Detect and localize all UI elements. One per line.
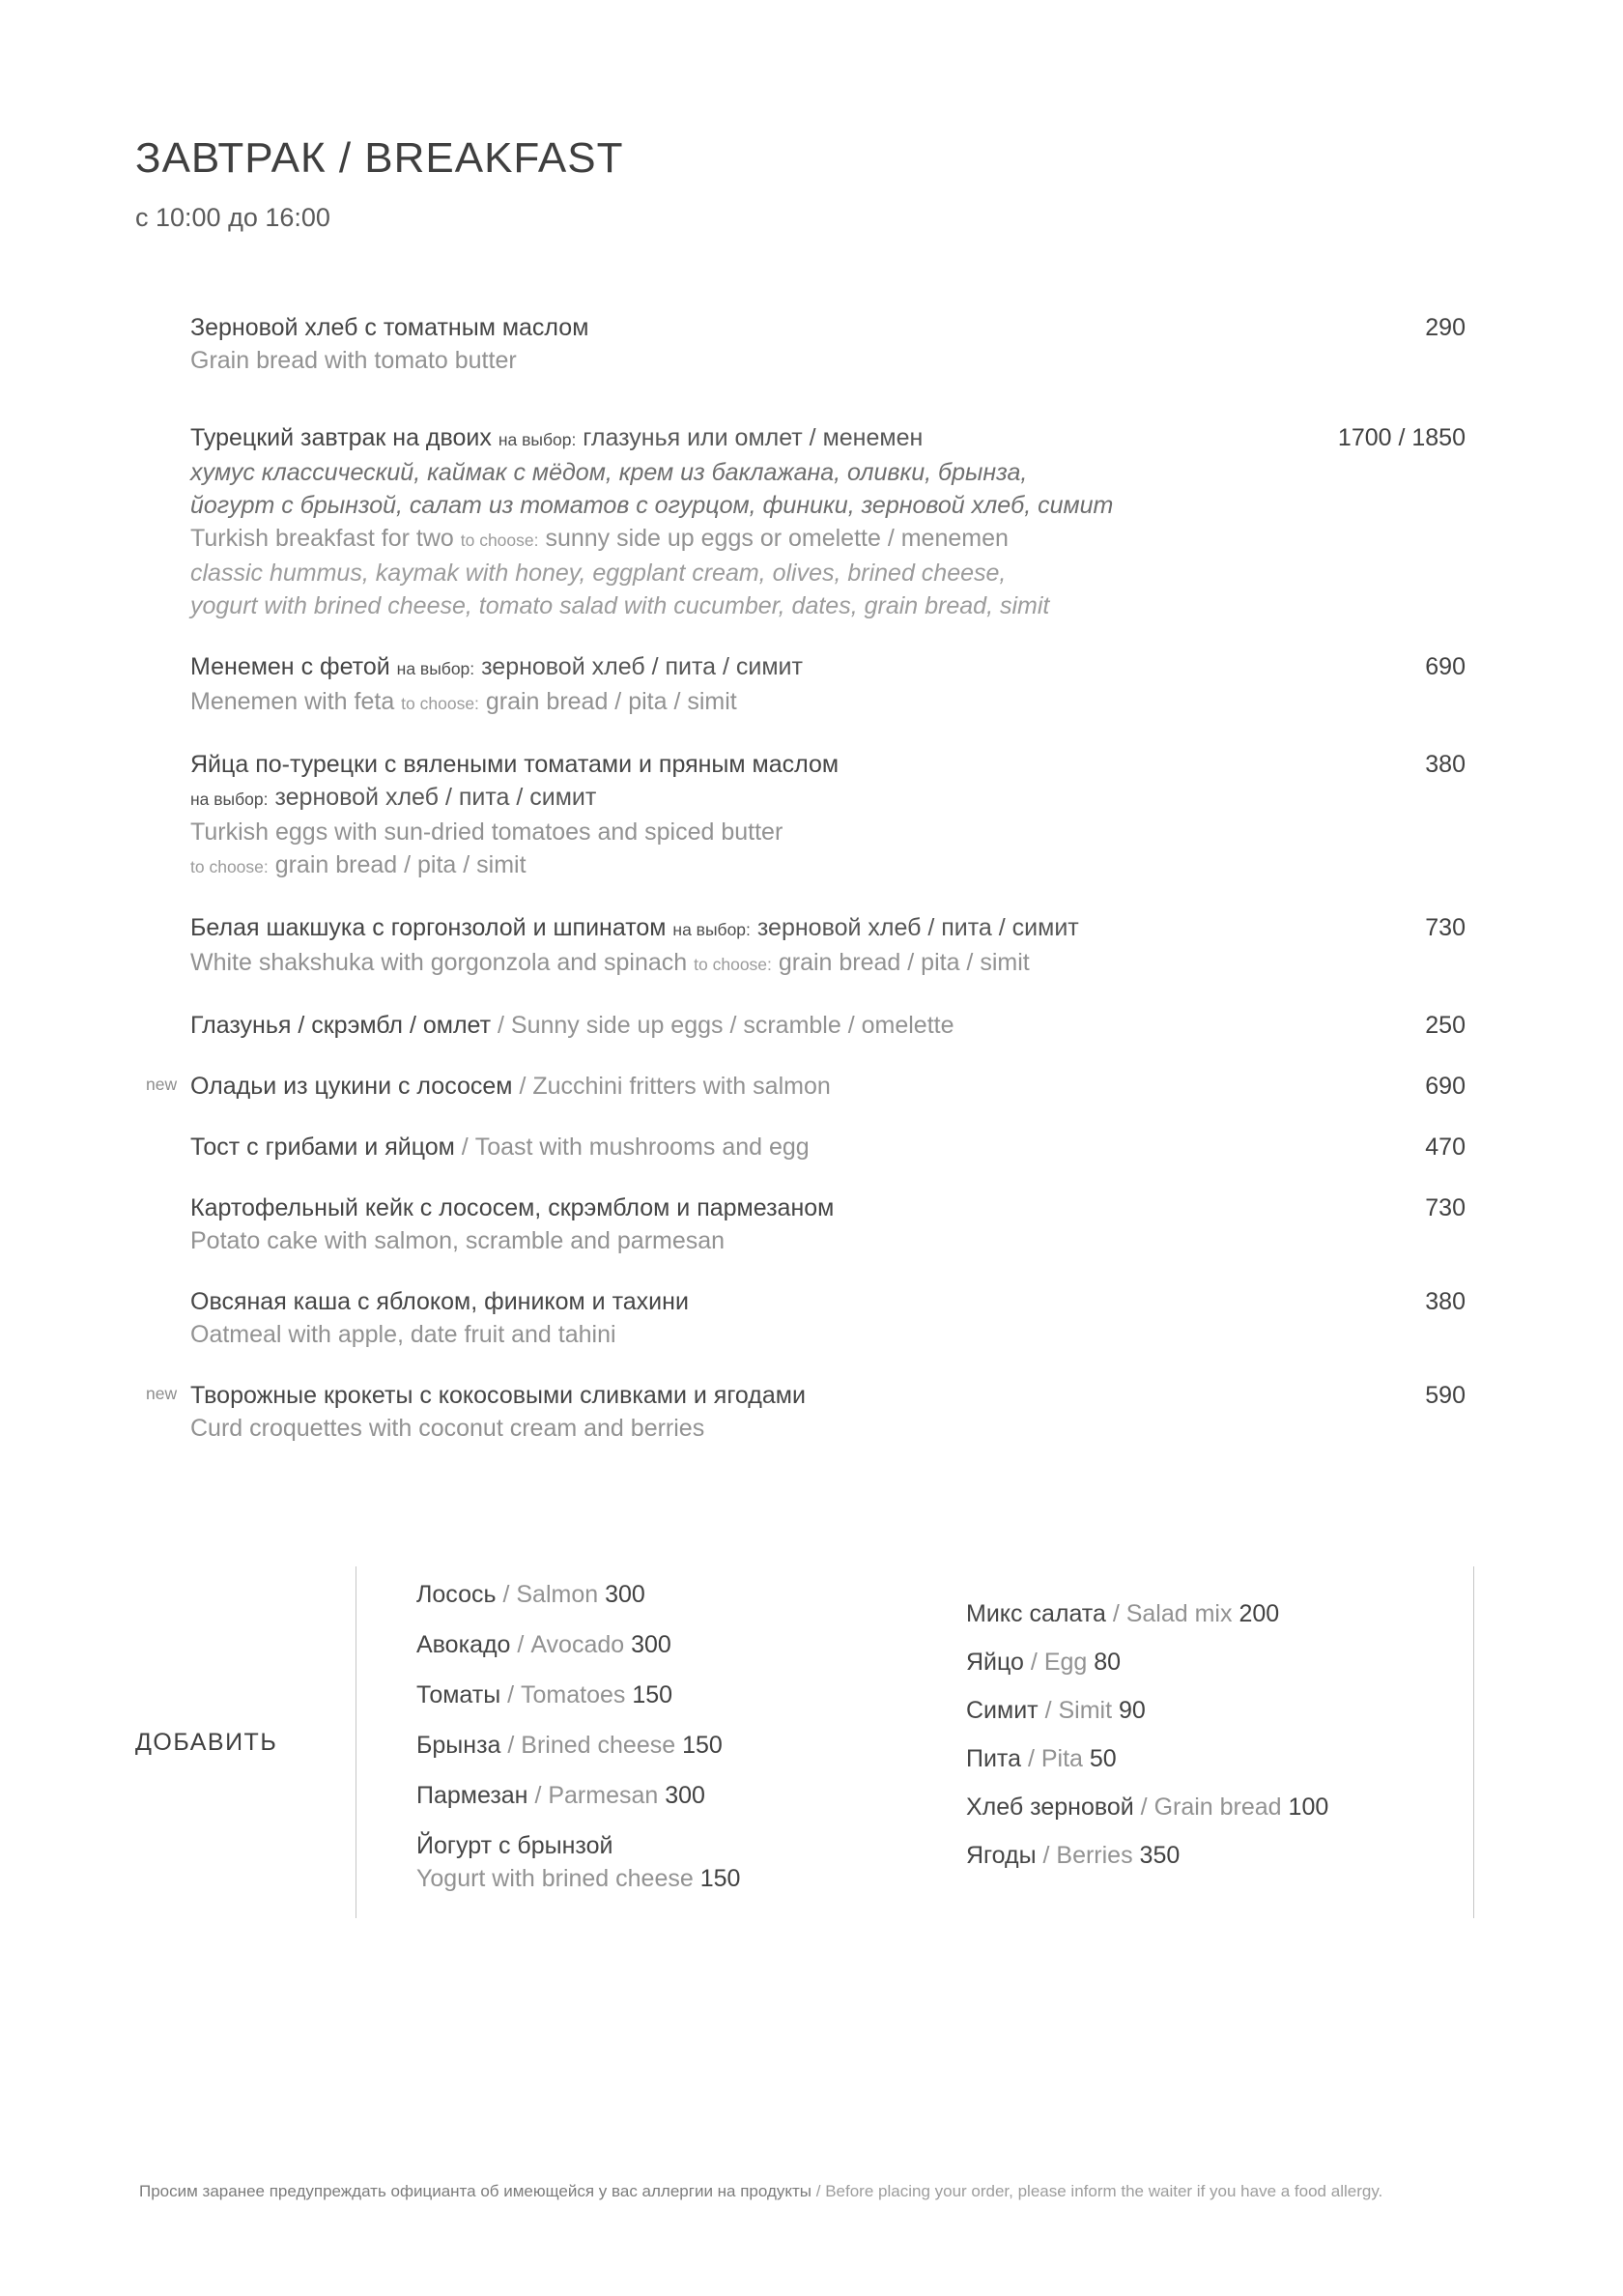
addon-name-en: Yogurt with brined cheese: [416, 1865, 694, 1892]
addon-name-en: / Simit: [1044, 1697, 1113, 1724]
new-badge: new: [146, 1075, 178, 1094]
menu-item: [146, 1070, 1466, 1103]
addon-name-ru: Томаты: [416, 1681, 501, 1708]
item-desc-en: yogurt with brined cheese, tomato salad with cucumber, dates, grain bread, simit: [190, 592, 1050, 619]
addon-price: 300: [631, 1631, 671, 1658]
item-name-ru: Турецкий завтрак на двоих: [190, 424, 492, 451]
item-choice-en: sunny side up eggs or omelette / menemen: [545, 525, 1009, 552]
addon-row: [416, 1779, 908, 1812]
addon-price: 50: [1089, 1745, 1117, 1772]
addon-price: 350: [1139, 1842, 1181, 1869]
menu-item: [190, 650, 1466, 720]
item-text: [190, 1285, 689, 1351]
addon-price: 150: [699, 1865, 741, 1892]
addon-name-ru: Лосось: [416, 1581, 497, 1608]
addon-name-en: / Egg: [1030, 1649, 1088, 1676]
addons-section: [135, 1566, 1474, 1918]
menu-item: [190, 421, 1466, 622]
item-name-ru: Творожные крокеты с кокосовыми сливками и ягодами: [190, 1382, 806, 1409]
item-name-ru: Белая шакшука с горгонзолой и шпинатом: [190, 914, 667, 941]
menu-item: [190, 1285, 1466, 1351]
serving-hours: с 10:00 до 16:00: [135, 203, 330, 232]
item-name-en: Turkish breakfast for two: [190, 525, 454, 552]
item-text: [190, 421, 1113, 622]
item-text: [190, 650, 803, 720]
addons-label: ДОБАВИТЬ: [135, 1728, 278, 1756]
item-text: [190, 1131, 810, 1163]
item-choice-en: grain bread / pita / simit: [778, 949, 1030, 976]
item-choice-en: grain bread / pita / simit: [274, 851, 527, 878]
item-name-en: / Toast with mushrooms and egg: [461, 1134, 810, 1161]
menu-item: [190, 748, 1466, 883]
item-choice-label-ru: на выбор:: [672, 920, 751, 939]
item-name-en: Menemen with feta: [190, 688, 395, 715]
item-choice-label-en: to choose:: [190, 857, 269, 876]
item-text: [190, 1009, 954, 1042]
addon-name-ru: Хлеб зерновой: [966, 1794, 1134, 1821]
menu-item: [190, 1191, 1466, 1257]
addon-row: [966, 1694, 1454, 1727]
item-name-ru: Менемен с фетой: [190, 653, 390, 680]
addon-row: [966, 1839, 1454, 1872]
item-name-ru: Овсяная каша с яблоком, фиником и тахини: [190, 1288, 689, 1315]
page-title: ЗАВТРАК / BREAKFAST: [135, 134, 624, 182]
addon-name-ru: Пармезан: [416, 1782, 528, 1809]
item-price: 380: [1425, 751, 1466, 778]
addon-name-ru: Ягоды: [966, 1842, 1037, 1869]
item-name-en: Turkish eggs with sun-dried tomatoes and spiced butter: [190, 818, 783, 846]
addon-name-en: / Brined cheese: [507, 1732, 676, 1759]
addon-row: [966, 1597, 1454, 1630]
addon-price: 150: [682, 1732, 723, 1759]
addon-name-ru: Микс салата: [966, 1600, 1106, 1627]
item-text: [190, 911, 1079, 981]
item-choice-label-ru: на выбор:: [396, 659, 475, 678]
item-name-en: / Sunny side up eggs / scramble / omelette: [498, 1012, 954, 1039]
new-badge: new: [146, 1384, 178, 1403]
addon-row: [416, 1578, 908, 1611]
footer: [139, 2180, 1488, 2203]
item-desc-en: classic hummus, kaymak with honey, eggplant cream, olives, brined cheese,: [190, 560, 1007, 587]
item-price: 380: [1425, 1288, 1466, 1315]
item-choice-label-en: to choose:: [694, 955, 772, 974]
addon-price: 300: [665, 1782, 705, 1809]
item-choice-ru: глазунья или омлет / менемен: [583, 424, 924, 451]
item-choice-ru: зерновой хлеб / пита / симит: [481, 653, 803, 680]
addon-name-en: / Pita: [1027, 1745, 1083, 1772]
item-name-ru: Яйца по-турецки с вялеными томатами и пряным маслом: [190, 751, 840, 778]
addon-name-ru: Симит: [966, 1697, 1039, 1724]
item-text: [190, 311, 588, 377]
item-choice-label-en: to choose:: [401, 694, 479, 713]
item-price: 290: [1425, 314, 1466, 341]
item-name-en: Oatmeal with apple, date fruit and tahini: [190, 1321, 616, 1348]
header: [0, 0, 1623, 232]
item-text: [190, 748, 839, 883]
menu-item: [190, 1131, 1466, 1163]
item-text: [190, 1379, 806, 1445]
addon-price: 200: [1239, 1600, 1280, 1627]
addon-row: [416, 1679, 908, 1711]
item-price: 690: [1425, 653, 1466, 680]
item-desc-ru: хумус классический, каймак с мёдом, крем из баклажана, оливки, брынза,: [190, 459, 1028, 486]
menu-item: [190, 911, 1466, 981]
addon-name-ru: Авокадо: [416, 1631, 511, 1658]
item-choice-label-ru: на выбор:: [498, 430, 577, 449]
item-price: 730: [1425, 914, 1466, 941]
item-name-en: White shakshuka with gorgonzola and spinach: [190, 949, 688, 976]
addon-name-en: / Tomatoes: [507, 1681, 626, 1708]
item-name-ru: Картофельный кейк с лососем, скрэмблом и пармезаном: [190, 1194, 835, 1221]
addon-name-en: / Grain bread: [1140, 1794, 1282, 1821]
menu-item: [146, 1379, 1466, 1445]
item-name-en: / Zucchini fritters with salmon: [519, 1073, 831, 1100]
allergy-note-en: / Before placing your order, please inform the waiter if you have a food allergy.: [815, 2182, 1383, 2200]
item-name-ru: Глазунья / скрэмбл / омлет: [190, 1012, 492, 1039]
item-name-en: Grain bread with tomato butter: [190, 347, 517, 374]
menu-item: [190, 311, 1466, 377]
item-price: 590: [1425, 1382, 1466, 1409]
menu-list: [146, 311, 1466, 1445]
addon-price: 300: [605, 1581, 645, 1608]
addons-column-left: [356, 1566, 908, 1918]
item-name-en: Curd croquettes with coconut cream and berries: [190, 1415, 705, 1442]
addon-name-en: / Berries: [1042, 1842, 1133, 1869]
addon-row: [966, 1742, 1454, 1775]
addon-name-en: / Avocado: [517, 1631, 625, 1658]
addon-name-ru: Яйцо: [966, 1649, 1024, 1676]
item-choice-ru: зерновой хлеб / пита / симит: [274, 784, 597, 811]
item-price: 690: [1425, 1073, 1466, 1100]
item-choice-label-ru: на выбор:: [190, 789, 269, 809]
item-name-en: Potato cake with salmon, scramble and parmesan: [190, 1227, 726, 1254]
item-name-ru: Тост с грибами и яйцом: [190, 1134, 455, 1161]
addon-name-en: / Salad mix: [1112, 1600, 1233, 1627]
item-choice-en: grain bread / pita / simit: [485, 688, 737, 715]
addon-row: [416, 1729, 908, 1762]
addon-name-ru: Йогурт с брынзой: [416, 1832, 613, 1859]
item-name-ru: Оладьи из цукини с лососем: [190, 1073, 513, 1100]
addon-row: [416, 1628, 908, 1661]
item-price: 730: [1425, 1194, 1466, 1221]
addon-price: 100: [1288, 1794, 1329, 1821]
addon-name-ru: Брынза: [416, 1732, 501, 1759]
item-choice-ru: зерновой хлеб / пита / симит: [756, 914, 1079, 941]
item-price: 1700 / 1850: [1337, 424, 1466, 451]
item-name-ru: Зерновой хлеб с томатным маслом: [190, 314, 589, 341]
addon-price: 150: [632, 1681, 673, 1708]
item-price: 470: [1425, 1134, 1466, 1161]
item-desc-ru: йогурт с брынзой, салат из томатов с огурцом, финики, зерновой хлеб, симит: [190, 492, 1114, 519]
addon-name-en: / Salmon: [502, 1581, 599, 1608]
allergy-note-ru: Просим заранее предупреждать официанта об имеющейся у вас аллергии на продукты: [139, 2182, 812, 2200]
item-choice-label-en: to choose:: [460, 531, 539, 550]
addon-price: 90: [1118, 1697, 1146, 1724]
item-text: [190, 1070, 831, 1103]
addons-column-right: [908, 1566, 1474, 1918]
addon-name-en: / Parmesan: [534, 1782, 659, 1809]
addon-row: [966, 1646, 1454, 1679]
addon-price: 80: [1094, 1649, 1122, 1676]
addon-name-ru: Пита: [966, 1745, 1022, 1772]
addon-row: [966, 1791, 1454, 1823]
menu-item: [190, 1009, 1466, 1042]
addon-row: [416, 1829, 908, 1895]
item-text: [190, 1191, 834, 1257]
item-price: 250: [1425, 1012, 1466, 1039]
